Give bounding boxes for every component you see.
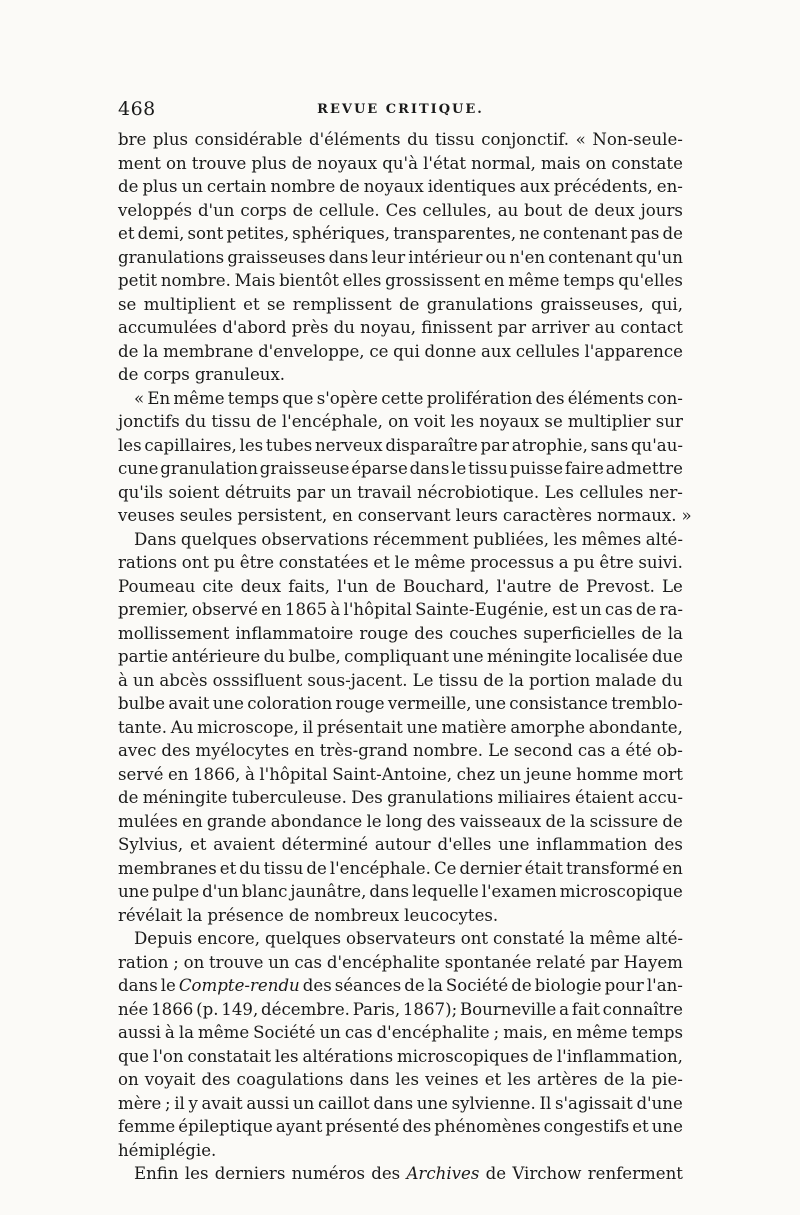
text-line: veuses seules persistent, en conservant leurs caractères normaux. »: [118, 506, 692, 525]
text-line: qu'ils soient détruits par un travail nécrobiotique. Les cellules ner-: [118, 482, 683, 502]
text-line: de plus un certain nombre de noyaux identiques aux précédents, en-: [118, 177, 683, 196]
text-line: mollissement inflammatoire rouge des couches superficielles de la: [118, 623, 683, 643]
text-line: bre plus considérable d'éléments du tissu conjonctif. « Non-seule-: [118, 130, 683, 149]
text-line: bulbe avait une coloration rouge vermeille, une consistance tremblo-: [118, 694, 683, 713]
text-line: rations ont pu être constatées et le même processus a pu être suivi.: [118, 553, 683, 572]
text-line: servé en 1866, à l'hôpital Saint-Antoine, chez un jeune homme mort: [118, 764, 683, 784]
text-line: une pulpe d'un blanc jaunâtre, dans lequelle l'examen microscopique: [118, 882, 683, 901]
text-line: Depuis encore, quelques observateurs ont constaté la même alté-: [134, 929, 683, 948]
text-line: mulées en grande abondance le long des vaisseaux de la scissure de: [118, 811, 683, 831]
text-line: se multiplient et se remplissent de granulations graisseuses, qui,: [118, 294, 683, 314]
text-line: accumulées d'abord près du noyau, finissent par arriver au contact: [118, 318, 683, 337]
text-line: on voyait des coagulations dans les veines et les artères de la pie-: [118, 1070, 683, 1089]
text-line: Poumeau cite deux faits, l'un de Bouchard, l'autre de Prevost. Le: [118, 576, 683, 596]
text-line: femme épileptique ayant présenté des phénomènes congestifs et une: [118, 1117, 683, 1136]
text-line: partie antérieure du bulbe, compliquant une méningite localisée due: [118, 647, 683, 666]
text-line: tante. Au microscope, il présentait une matière amorphe abondante,: [118, 717, 683, 737]
text-line: avec des myélocytes en très-grand nombre. Le second cas a été ob-: [118, 741, 683, 760]
text-line: à un abcès osssifluent sous-jacent. Le tissu de la portion malade du: [118, 670, 683, 690]
text-line: révélait la présence de nombreux leucocytes.: [118, 905, 499, 925]
text-line: « En même temps que s'opère cette prolifération des éléments con-: [134, 388, 683, 408]
running-head: REVUE CRITIQUE.: [317, 102, 484, 117]
text-line: membranes et du tissu de l'encéphale. Ce dernier était transformé en: [118, 858, 683, 878]
text-line: de la membrane d'enveloppe, ce qui donne aux cellules l'apparence: [118, 341, 683, 361]
text-line: de corps granuleux.: [118, 365, 286, 384]
text-line: granulations graisseuses dans leur intérieur ou n'en contenant qu'un: [118, 247, 683, 267]
page-number: 468: [118, 98, 156, 120]
text-line: ment on trouve plus de noyaux qu'à l'état normal, mais on constate: [118, 153, 683, 173]
text-line: cune granulation graisseuse éparse dans le tissu puisse faire admettre: [118, 459, 683, 478]
text-line: les capillaires, les tubes nerveux disparaître par atrophie, sans qu'au-: [118, 435, 683, 455]
text-line: mère ; il y avait aussi un caillot dans une sylvienne. Il s'agissait d'une: [118, 1093, 683, 1113]
text-line: née 1866 (p. 149, décembre. Paris, 1867); Bourneville a fait connaître: [118, 999, 683, 1019]
text-line: aussi à la même Société un cas d'encéphalite ; mais, en même temps: [118, 1023, 683, 1042]
text-line: jonctifs du tissu de l'encéphale, on voit les noyaux se multiplier sur: [118, 412, 683, 431]
text-line: Sylvius, et avaient déterminé autour d'elles une inflammation des: [118, 835, 683, 854]
text-line: veloppés d'un corps de cellule. Ces cellules, au bout de deux jours: [118, 200, 683, 220]
page-header: [118, 98, 683, 124]
text-line: de méningite tuberculeuse. Des granulations miliaires étaient accu-: [118, 788, 683, 807]
text-line: petit nombre. Mais bientôt elles grossissent en même temps qu'elles: [118, 271, 683, 290]
text-line: dans le Compte-rendu des séances de la Société de biologie pour l'an-: [118, 976, 683, 995]
body-text: [118, 128, 692, 1186]
text-line: premier, observé en 1865 à l'hôpital Sainte-Eugénie, est un cas de ra-: [118, 600, 683, 619]
text-line: Dans quelques observations récemment publiées, les mêmes alté-: [134, 529, 683, 549]
text-line: Enfin les derniers numéros des Archives de Virchow renferment: [134, 1164, 683, 1183]
text-line: et demi, sont petites, sphériques, transparentes, ne contenant pas de: [118, 224, 683, 243]
text-line: ration ; on trouve un cas d'encéphalite spontanée relaté par Hayem: [118, 952, 683, 972]
text-line: hémiplégie.: [118, 1140, 217, 1160]
text-line: que l'on constatait les altérations microscopiques de l'inflammation,: [118, 1046, 683, 1066]
